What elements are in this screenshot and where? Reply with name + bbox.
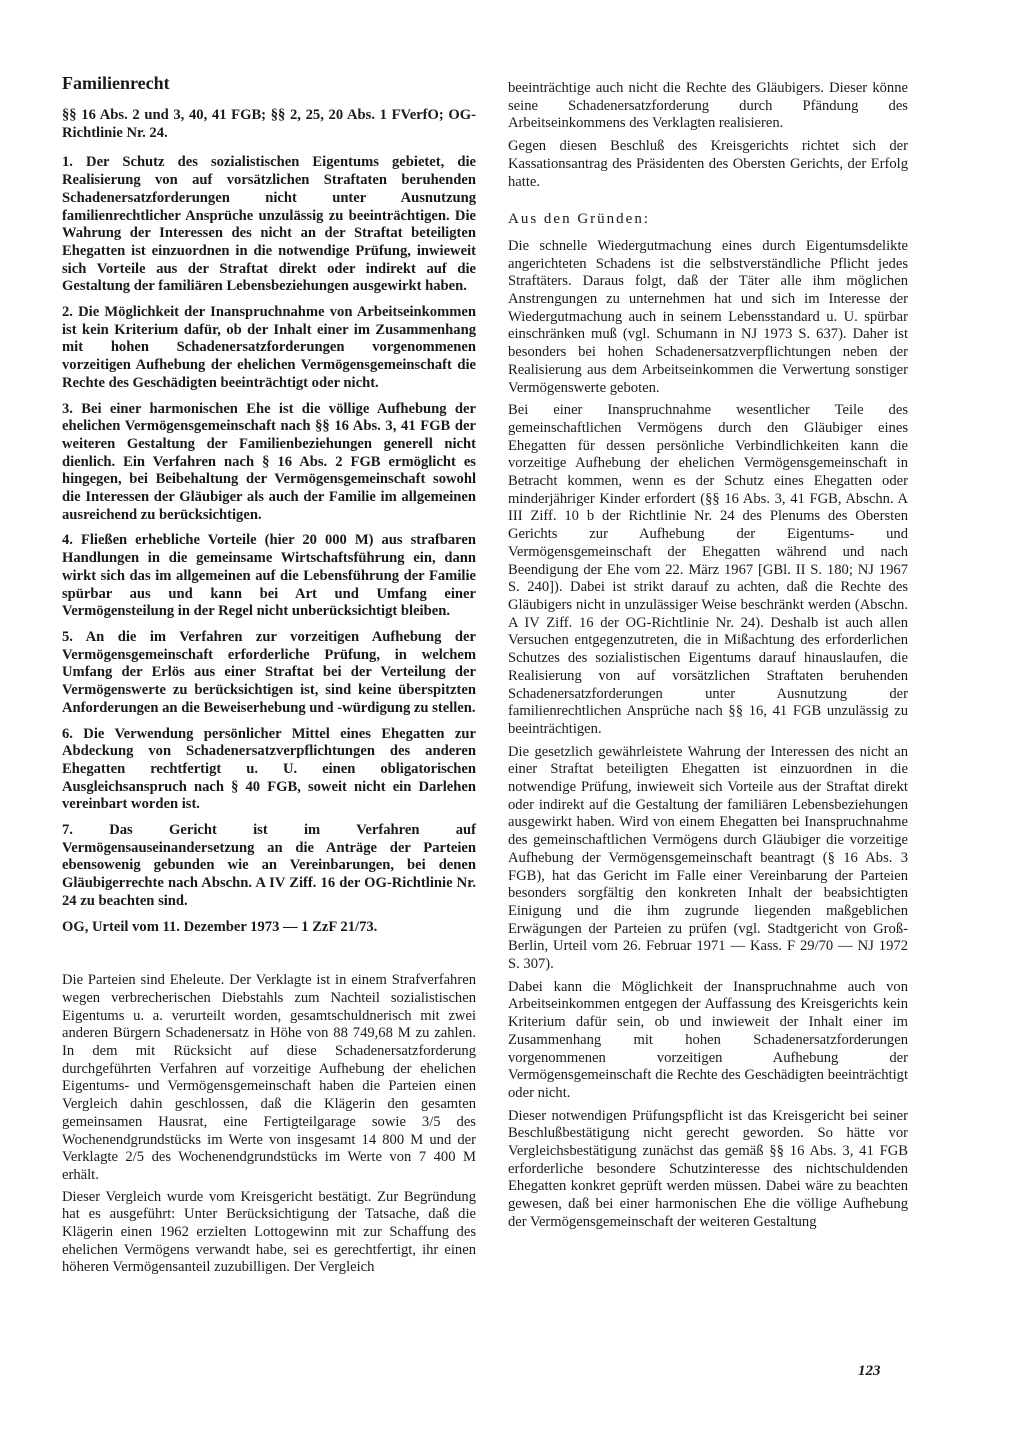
holding-6: 6. Die Verwendung persönlicher Mittel eines Ehegatten zur Abdeckung von Schadenersatzverpflichtungen des anderen Ehegatten rechtfertigt u. U. einen obligatorischen Ausgleichsanspruch nach § 40 FGB, soweit nicht ein Darlehen vereinbart worden ist. bbox=[62, 725, 476, 813]
page-number: 123 bbox=[858, 1363, 881, 1379]
right-column bbox=[508, 80, 908, 1237]
reasons-heading: Aus den Gründen: bbox=[508, 211, 650, 228]
reasons-paragraph-1: Die schnelle Wiedergutmachung eines durch Eigentumsdelikte angerichteten Schadens ist die selbstverständliche Pflicht jedes Straftäters. Daraus folgt, daß der Täter alle ihm möglichen Anstrengungen zu unternehmen hat und sich im Interesse der Wiedergutmachung auch in seinem Lebensstandard u. U. spürbar einschränken muß (vgl. Schumann in NJ 1973 S. 637). Daher ist besonders bei hohen Schadenersatzverpflichtungen neben der Realisierung aus dem Arbeitseinkommen die Verwertung sonstiger Vermögenswerte geboten. bbox=[508, 237, 908, 396]
legal-citation: §§ 16 Abs. 2 und 3, 40, 41 FGB; §§ 2, 25, 20 Abs. 1 FVerfO; OG-Richtlinie Nr. 24. bbox=[62, 107, 476, 141]
holding-1: 1. Der Schutz des sozialistischen Eigentums gebietet, die Realisierung von auf vorsätzlichen Straftaten beruhenden Schadenersatzforderungen nicht unter Ausnutzung familienrechtlicher Ansprüche unzulässig zu beeinträchtigen. Die Wahrung der Interessen des nicht an der Straftat beteiligten Ehegatten ist einzuordnen in die notwendige Prüfung, inwieweit sich Vorteile aus der Straftat direkt oder indirekt auf die Gestaltung der familiären Lebensbeziehungen ausgewirkt haben. bbox=[62, 154, 476, 295]
case-facts bbox=[62, 972, 476, 1277]
facts-paragraph-1: Die Parteien sind Eheleute. Der Verklagte ist in einem Strafverfahren wegen verbrecherischen Diebstahls zum Nachteil sozialistischen Eigentums u. a. verurteilt worden, gesamtschuldnerisch mit zwei anderen Bürgern Schadenersatz in Höhe von 88 749,68 M zu zahlen. In dem mit Rücksicht auf diese Schadenersatzforderung durchgeführten Verfahren auf vorzeitige Aufhebung der ehelichen Eigentums- und Vermögensgemeinschaft haben die Parteien einen Vergleich dahin geschlossen, daß die Klägerin den gesamten gemeinsamen Hausrat, eine Fertigteilgarage sowie 3/5 des Wochenendgrundstücks im Werte von insgesamt 14 800 M und der Verklagte 2/5 des Wochenendgrundstücks im Werte von 7 400 M erhält. bbox=[62, 972, 476, 1183]
holding-3: 3. Bei einer harmonischen Ehe ist die völlige Aufhebung der ehelichen Vermögensgemeinschaft nach §§ 16 Abs. 3, 41 FGB der weiteren Gestaltung der Familienbeziehungen generell nicht dienlich. Ein Verfahren nach § 16 Abs. 2 FGB ermöglicht es hingegen, bei Beibehaltung der Vermögensgemeinschaft sowohl die Interessen der Gläubiger als auch der Familie im allgemeinen ausreichend zu berücksichtigen. bbox=[62, 400, 476, 523]
reasons-paragraph-5: Dieser notwendigen Prüfungspflicht ist das Kreisgericht bei seiner Beschlußbestätigung nicht gerecht geworden. So hätte vor Vergleichsbestätigung zunächst das gemäß §§ 16 Abs. 3, 41 FGB erforderliche besondere Schutzinteresse des nichtschuldenden Ehegatten konkret geprüft werden müssen. Dabei wäre zu beachten gewesen, daß bei einer harmonischen Ehe die völlige Aufhebung der Vermögensgemeinschaft der weiteren Gestaltung bbox=[508, 1107, 908, 1230]
left-column bbox=[62, 72, 476, 1281]
facts-paragraph-2: Dieser Vergleich wurde vom Kreisgericht bestätigt. Zur Begründung hat es ausgeführt: Unter Berücksichtigung der Tatsache, daß die Klägerin einen 1962 erzielten Lottogewinn mit zur Schaffung des ehelichen Vermögens verwandt habe, sei es gerechtfertigt, ihr einen höheren Vermögensanteil zuzubilligen. Der Vergleich bbox=[62, 1188, 476, 1276]
intro-paragraph-2: Gegen diesen Beschluß des Kreisgerichts richtet sich der Kassationsantrag des Präsidenten des Obersten Gerichts, der Erfolg hatte. bbox=[508, 138, 908, 190]
reasons-paragraph-3: Die gesetzlich gewährleistete Wahrung der Interessen des nicht an einer Straftat beteiligten Ehegatten ist einzuordnen in die notwendige Prüfung, inwieweit sich Vorteile aus der Straftat direkt oder indirekt auf die Gestaltung der familiären Lebensbeziehungen ausgewirkt haben. Wird von einem Ehegatten bei Inanspruchnahme des gemeinschaftlichen Vermögens durch Gläubiger die vorzeitige Aufhebung der Vermögensgemeinschaft beantragt (§ 16 Abs. 3 FGB), hat das Gericht im Falle einer Vereinbarung der Parteien besonders sorgfältig den konkreten Inhalt der beabsichtigten Einigung und die ihm zugrunde liegenden maßgeblichen Erwägungen der Parteien zu prüfen (vgl. Stadtgericht von Groß-Berlin, Urteil vom 26. Februar 1971 — Kass. F 29/70 — NJ 1972 S. 307). bbox=[508, 743, 908, 973]
holding-7: 7. Das Gericht ist im Verfahren auf Vermögensauseinandersetzung an die Anträge der Parteien ebensowenig gebunden wie an Vereinbarungen, bei denen Gläubigerrechte nach Abschn. A IV Ziff. 16 der OG-Richtlinie Nr. 24 zu beachten sind. bbox=[62, 822, 476, 909]
verdict-reference: OG, Urteil vom 11. Dezember 1973 — 1 ZzF 21/73. bbox=[62, 918, 378, 935]
reasons-paragraph-4: Dabei kann die Möglichkeit der Inanspruchnahme auch von Arbeitseinkommen entgegen der Auffassung des Kreisgerichts kein Kriterium dafür sein, ob und inwieweit der Inhalt einer im Zusammenhang mit hohen Schadenersatzforderungen vorgenommenen vorzeitigen Aufhebung der Vermögensgemeinschaft die Rechte des Geschädigten beeinträchtigt oder nicht. bbox=[508, 978, 908, 1101]
holding-2: 2. Die Möglichkeit der Inanspruchnahme von Arbeitseinkommen ist kein Kriterium dafür, ob der Inhalt einer im Zusammenhang mit hohen Schadenersatzforderungen vorgenommenen vorzeitigen Aufhebung der ehelichen Vermögensgemeinschaft die Rechte des Geschädigten beeinträchtigt oder nicht. bbox=[62, 304, 476, 391]
holding-5: 5. An die im Verfahren zur vorzeitigen Aufhebung der Vermögensgemeinschaft erforderliche Prüfung, in welchem Umfang der Erlös aus einer Straftat bei der Verteilung der Vermögenswerte zu berücksichtigen ist, sind keine überspitzten Anforderungen an die Beweiserhebung und -würdigung zu stellen. bbox=[62, 628, 476, 716]
section-title: Familienrecht bbox=[62, 73, 170, 93]
reasons-paragraph-2: Bei einer Inanspruchnahme wesentlicher Teile des gemeinschaftlichen Vermögens durch den Gläubiger eines Ehegatten für dessen persönliche Verbindlichkeiten kann die vorzeitige Aufhebung der ehelichen Vermögensgemeinschaft in Betracht kommen, wenn es der Schutz eines Ehegatten oder minderjähriger Kinder erfordert (§§ 16 Abs. 3, 41 FGB, Abschn. A III Ziff. 10 b der Richtlinie Nr. 24 des Plenums des Obersten Gerichts zur Aufhebung der Eigentums- und Vermögensgemeinschaft der Ehegatten während und nach Beendigung der Ehe vom 22. März 1967 [GBl. II S. 180; NJ 1967 S. 240]). Dabei ist strikt darauf zu achten, daß die Rechte des Gläubigers nicht in unzulässiger Weise beschränkt werden (Abschn. A IV Ziff. 16 der OG-Richtlinie Nr. 24). Deshalb ist auch allen Versuchen entgegenzutreten, die in Mißachtung des erforderlichen Schutzes des sozialistischen Eigentums darauf hinauslaufen, die Realisierung von auf vorsätzlichen Straftaten beruhenden Schadenersatzforderungen unter Ausnutzung der familienrechtlichen Ansprüche nach §§ 16, 41 FGB unzulässig zu beeinträchtigen. bbox=[508, 402, 908, 737]
intro-paragraph-1: beeinträchtige auch nicht die Rechte des Gläubigers. Dieser könne seine Schadenersatzforderung durch Pfändung des Arbeitseinkommens des Verklagten realisieren. bbox=[508, 80, 908, 132]
holding-4: 4. Fließen erhebliche Vorteile (hier 20 000 M) aus strafbaren Handlungen in die gemeinsame Wirtschaftsführung ein, dann wirkt sich das im allgemeinen auf die Lebensführung der Familie spürbar aus und kann bei Art und Umfang einer Vermögensteilung in der Regel nicht unberücksichtigt bleiben. bbox=[62, 532, 476, 620]
